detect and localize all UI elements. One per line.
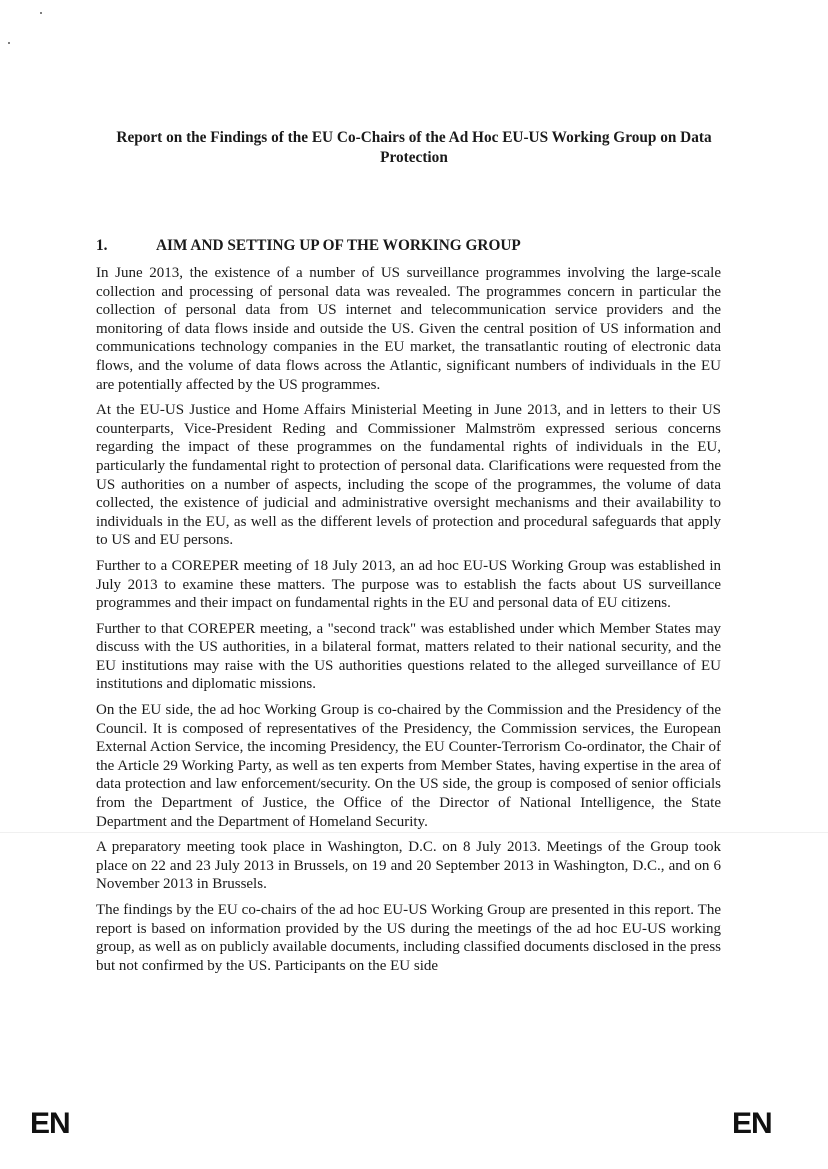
document-title: Report on the Findings of the EU Co-Chairs of the Ad Hoc EU-US Working Group on Data Protection	[116, 129, 712, 166]
paragraph: A preparatory meeting took place in Washington, D.C. on 8 July 2013. Meetings of the Group took place on 22 and 23 July 2013 in Brussels, on 19 and 20 September 2013 in Washington, D.C., and on 6 November 2013 in Brussels.	[96, 839, 721, 893]
paragraph: At the EU-US Justice and Home Affairs Ministerial Meeting in June 2013, and in letters to their US counterparts, Vice-President Reding and Commissioner Malmström expressed serious concerns regarding the impact of these programmes on the fundamental rights of individuals in the EU, particularly the fundamental right to protection of personal data. Clarifications were requested from the US authorities on a number of aspects, including the scope of the programmes, the volume of data collected, the existence of judicial and administrative oversight mechanisms and their availability to individuals in the EU, as well as the different levels of protection and procedural safeguards that apply to US and EU persons.	[96, 402, 721, 549]
paragraph: Further to a COREPER meeting of 18 July 2013, an ad hoc EU-US Working Group was established in July 2013 to examine these matters. The purpose was to establish the facts about US surveillance programmes and their impact on fundamental rights in the EU and personal data of EU citizens.	[96, 557, 721, 612]
paragraph: In June 2013, the existence of a number of US surveillance programmes involving the large-scale collection and processing of personal data was revealed. The programmes concern in particular the collection of personal data from US internet and telecommunication service providers and the monitoring of data flows inside and outside the US. Given the central position of US information and communications technology companies in the EU market, the transatlantic routing of electronic data flows, and the volume of data flows across the Atlantic, significant numbers of individuals in the EU are potentially affected by the US programmes.	[96, 265, 721, 393]
scan-speck	[8, 42, 10, 44]
footer-language-right: EN	[732, 1107, 772, 1140]
paragraph: Further to that COREPER meeting, a "second track" was established under which Member States may discuss with the US authorities, in a bilateral format, matters related to their national security, and the EU institutions may raise with the US authorities questions related to the alleged surveillance of EU institutions and diplomatic missions.	[96, 620, 721, 693]
body-text	[96, 264, 721, 982]
scan-speck	[40, 12, 42, 14]
section-number: 1.	[96, 237, 108, 254]
footer-language-left: EN	[30, 1107, 70, 1140]
section-heading	[96, 236, 521, 256]
paragraph: On the EU side, the ad hoc Working Group is co-chaired by the Commission and the Presidency of the Council. It is composed of representatives of the Presidency, the Commission services, the European External Action Service, the incoming Presidency, the EU Counter-Terrorism Co-ordinator, the Chair of the Article 29 Working Party, as well as ten experts from Member States, having expertise in the area of data protection and law enforcement/security. On the US side, the group is composed of senior officials from the Department of Justice, the Office of the Director of National Intelligence, the State Department and the Department of Homeland Security.	[96, 702, 721, 830]
section-heading-text: AIM AND SETTING UP OF THE WORKING GROUP	[156, 237, 521, 254]
paragraph: The findings by the EU co-chairs of the ad hoc EU-US Working Group are presented in this report. The report is based on information provided by the US during the meetings of the ad hoc EU-US working group, as well as on publicly available documents, including classified documents disclosed in the press but not confirmed by the US. Participants on the EU side	[96, 902, 721, 974]
